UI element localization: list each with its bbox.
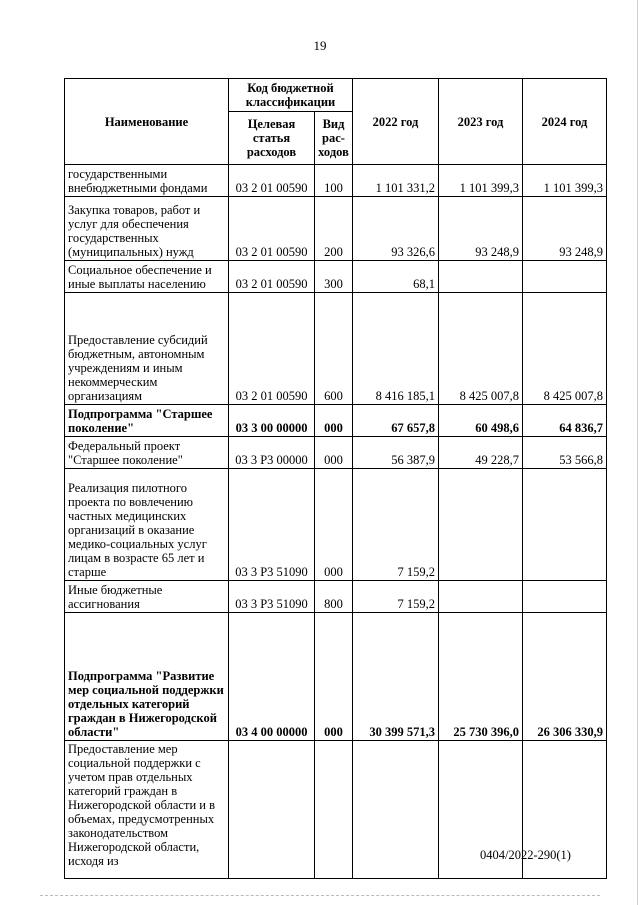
- table-row: [65, 197, 607, 261]
- row-value-2022: 8 416 185,1: [353, 293, 439, 405]
- row-value-2024: [523, 261, 607, 293]
- table-body: [65, 165, 607, 879]
- budget-table: [64, 78, 607, 879]
- row-target-article: [229, 741, 315, 879]
- row-name: государственными внебюджетными фондами: [65, 165, 229, 197]
- row-target-article: 03 3 P3 51090: [229, 469, 315, 581]
- row-name: Социальное обеспечение и иные выплаты населению: [65, 261, 229, 293]
- row-value-2023: 1 101 399,3: [439, 165, 523, 197]
- row-target-article: 03 4 00 00000: [229, 613, 315, 741]
- row-value-2023: [439, 581, 523, 613]
- row-value-2022: 30 399 571,3: [353, 613, 439, 741]
- row-value-2024: 26 306 330,9: [523, 613, 607, 741]
- row-value-2024: 64 836,7: [523, 405, 607, 437]
- row-value-2024: 93 248,9: [523, 197, 607, 261]
- document-code: 0404/2022-290(1): [480, 848, 571, 862]
- header-2022: 2022 год: [353, 79, 439, 165]
- row-value-2022: 56 387,9: [353, 437, 439, 469]
- row-value-2022: 7 159,2: [353, 469, 439, 581]
- table-row: [65, 261, 607, 293]
- row-expense-kind: 300: [315, 261, 353, 293]
- row-value-2024: 1 101 399,3: [523, 165, 607, 197]
- header-2023: 2023 год: [439, 79, 523, 165]
- header-name: Наименование: [65, 79, 229, 165]
- row-expense-kind: 000: [315, 613, 353, 741]
- table-row: [65, 405, 607, 437]
- row-expense-kind: 000: [315, 437, 353, 469]
- table-row: [65, 469, 607, 581]
- row-value-2022: 68,1: [353, 261, 439, 293]
- row-name: Иные бюджетные ассигнования: [65, 581, 229, 613]
- row-target-article: 03 3 P3 51090: [229, 581, 315, 613]
- row-value-2024: [523, 469, 607, 581]
- row-target-article: 03 2 01 00590: [229, 261, 315, 293]
- row-name: Закупка товаров, работ и услуг для обеспечения государственных (муниципальных) нужд: [65, 197, 229, 261]
- row-target-article: 03 3 P3 00000: [229, 437, 315, 469]
- table-row: [65, 293, 607, 405]
- row-name: Подпрограмма "Старшее поколение": [65, 405, 229, 437]
- row-value-2023: 60 498,6: [439, 405, 523, 437]
- header-2024: 2024 год: [523, 79, 607, 165]
- row-value-2024: 8 425 007,8: [523, 293, 607, 405]
- row-expense-kind: 000: [315, 405, 353, 437]
- row-value-2022: 93 326,6: [353, 197, 439, 261]
- row-name: Федеральный проект "Старшее поколение": [65, 437, 229, 469]
- table-header: [65, 79, 607, 165]
- row-value-2022: 7 159,2: [353, 581, 439, 613]
- row-name: Предоставление мер социальной поддержки с учетом прав отдельных категорий граждан в Нижегородской области и в объемах, предусмотренных законодательством Нижегородской области, исходя из: [65, 741, 229, 879]
- row-expense-kind: 800: [315, 581, 353, 613]
- row-value-2022: [353, 741, 439, 879]
- scan-edge: [637, 0, 638, 905]
- table-row: [65, 437, 607, 469]
- table-row: [65, 581, 607, 613]
- row-value-2023: [439, 469, 523, 581]
- table-row: [65, 613, 607, 741]
- row-name: Предоставление субсидий бюджетным, автономным учреждениям и иным некоммерческим организациям: [65, 293, 229, 405]
- row-name: Реализация пилотного проекта по вовлечению частных медицинских организаций в оказание медико-социальных услуг лицам в возрасте 65 лет и старше: [65, 469, 229, 581]
- row-value-2022: 67 657,8: [353, 405, 439, 437]
- row-expense-kind: 100: [315, 165, 353, 197]
- header-kbk: Код бюджетной классификации: [229, 79, 353, 112]
- row-name: Подпрограмма "Развитие мер социальной поддержки отдельных категорий граждан в Нижегородской области": [65, 613, 229, 741]
- row-value-2024: [523, 581, 607, 613]
- row-target-article: 03 3 00 00000: [229, 405, 315, 437]
- scan-bottom-artifact: [40, 895, 600, 896]
- row-expense-kind: [315, 741, 353, 879]
- row-expense-kind: 200: [315, 197, 353, 261]
- row-value-2023: [439, 261, 523, 293]
- row-expense-kind: 000: [315, 469, 353, 581]
- row-target-article: 03 2 01 00590: [229, 165, 315, 197]
- row-value-2024: 53 566,8: [523, 437, 607, 469]
- page-number: 19: [313, 38, 327, 53]
- row-value-2023: 25 730 396,0: [439, 613, 523, 741]
- row-value-2022: 1 101 331,2: [353, 165, 439, 197]
- row-value-2023: 49 228,7: [439, 437, 523, 469]
- row-expense-kind: 600: [315, 293, 353, 405]
- row-target-article: 03 2 01 00590: [229, 197, 315, 261]
- table-row: [65, 165, 607, 197]
- row-target-article: 03 2 01 00590: [229, 293, 315, 405]
- row-value-2023: 93 248,9: [439, 197, 523, 261]
- row-value-2023: 8 425 007,8: [439, 293, 523, 405]
- header-expense-kind: Вид рас-ходов: [315, 112, 353, 165]
- header-target-article: Целевая статья расходов: [229, 112, 315, 165]
